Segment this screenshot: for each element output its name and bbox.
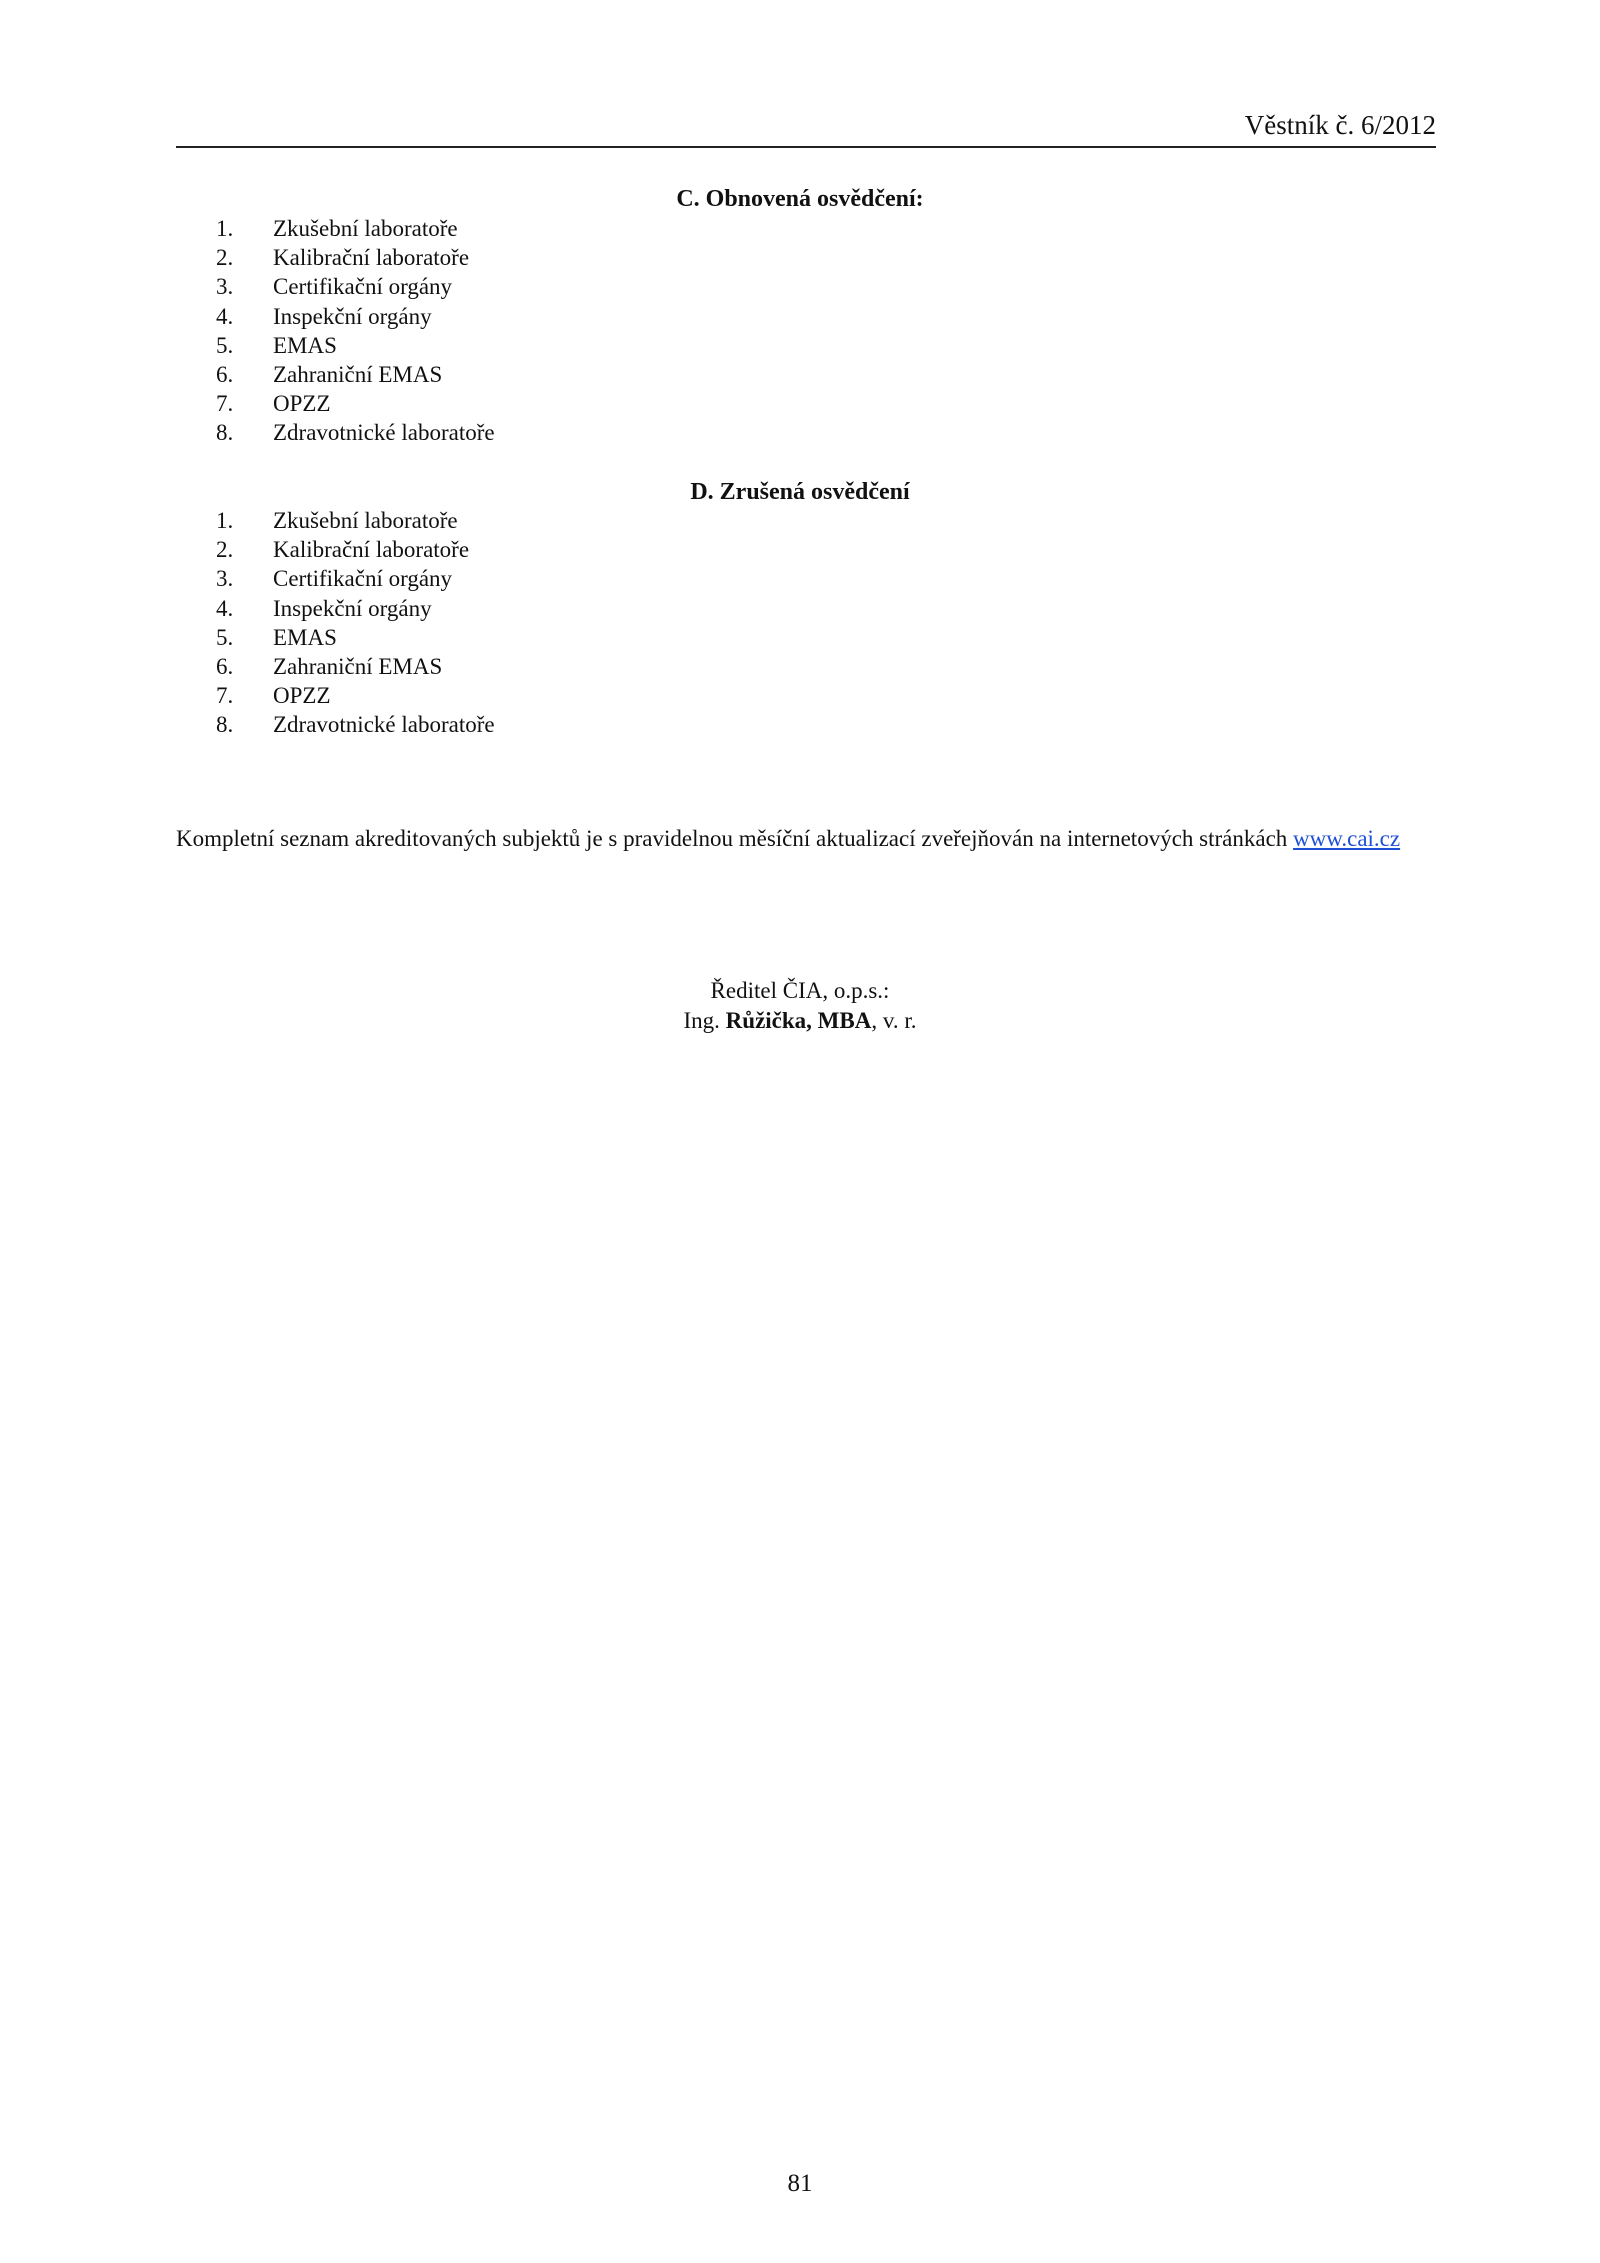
- list-item: [216, 418, 495, 447]
- list-item-number: 5.: [216, 624, 234, 650]
- list-item-number: 2.: [216, 245, 234, 271]
- list-item-label: Kalibrační laboratoře: [273, 537, 470, 563]
- list-item: [216, 710, 495, 739]
- list-item-number: 8.: [216, 420, 234, 446]
- list-item: [216, 623, 495, 652]
- list-item-number: 8.: [216, 712, 234, 738]
- journal-issue-title: Věstník č. 6/2012: [1244, 110, 1436, 140]
- signature-prefix: Ing.: [683, 1008, 726, 1033]
- list-item: [216, 272, 495, 301]
- signature-suffix: , v. r.: [871, 1008, 917, 1033]
- section-c-heading: C. Obnovená osvědčení:: [676, 186, 924, 212]
- list-item-label: Certifikační orgány: [273, 566, 453, 592]
- list-item-number: 1.: [216, 216, 234, 241]
- list-item: [216, 331, 495, 360]
- list-item: [216, 214, 495, 243]
- website-link[interactable]: www.cai.cz: [1293, 826, 1401, 851]
- page-header: [176, 108, 1436, 148]
- list-item-number: 7.: [216, 391, 234, 417]
- section-c-list: [216, 214, 495, 448]
- list-item-number: 6.: [216, 653, 234, 679]
- notice-text: Kompletní seznam akreditovaných subjektů je s pravidelnou měsíční aktualizací zveřejňován na internetových stránkách: [176, 826, 1294, 851]
- list-item-number: 5.: [216, 332, 234, 358]
- accreditation-notice: [176, 826, 1400, 852]
- signature-title: Ředitel ČIA, o.p.s.:: [710, 978, 890, 1003]
- list-item-label: Inspekční orgány: [273, 595, 432, 621]
- list-item: [216, 564, 495, 593]
- list-item: [216, 360, 495, 389]
- list-item-number: 6.: [216, 361, 234, 387]
- list-item-label: Zkušební laboratoře: [273, 216, 458, 241]
- section-d-heading: D. Zrušená osvědčení: [690, 479, 910, 505]
- list-item: [216, 243, 495, 272]
- list-item-label: Zdravotnické laboratoře: [273, 420, 495, 446]
- list-item-label: Zdravotnické laboratoře: [273, 712, 495, 738]
- list-item: [216, 594, 495, 623]
- list-item: [216, 389, 495, 418]
- list-item-number: 4.: [216, 595, 234, 621]
- list-item: [216, 681, 495, 710]
- list-item-label: Inspekční orgány: [273, 303, 432, 329]
- list-item: [216, 302, 495, 331]
- list-item-label: Zahraniční EMAS: [273, 361, 443, 387]
- list-item-number: 4.: [216, 303, 234, 329]
- list-item-number: 2.: [216, 537, 234, 563]
- list-item-label: Kalibrační laboratoře: [273, 245, 470, 271]
- list-item: [216, 506, 495, 535]
- list-item-label: OPZZ: [273, 683, 331, 709]
- list-item-label: EMAS: [273, 332, 337, 358]
- list-item-label: Zahraniční EMAS: [273, 653, 443, 679]
- list-item: [216, 535, 495, 564]
- list-item: [216, 652, 495, 681]
- page-number: 81: [787, 2170, 813, 2197]
- signature-name: Růžička, MBA: [725, 1008, 872, 1033]
- list-item-label: Certifikační orgány: [273, 274, 453, 300]
- signature-name-line: [0, 1006, 1600, 1036]
- section-d-list: [216, 506, 495, 740]
- list-item-label: EMAS: [273, 624, 337, 650]
- list-item-number: 3.: [216, 274, 234, 300]
- list-item-number: 1.: [216, 508, 234, 533]
- list-item-label: OPZZ: [273, 391, 331, 417]
- list-item-number: 3.: [216, 566, 234, 592]
- list-item-number: 7.: [216, 683, 234, 709]
- list-item-label: Zkušební laboratoře: [273, 508, 458, 533]
